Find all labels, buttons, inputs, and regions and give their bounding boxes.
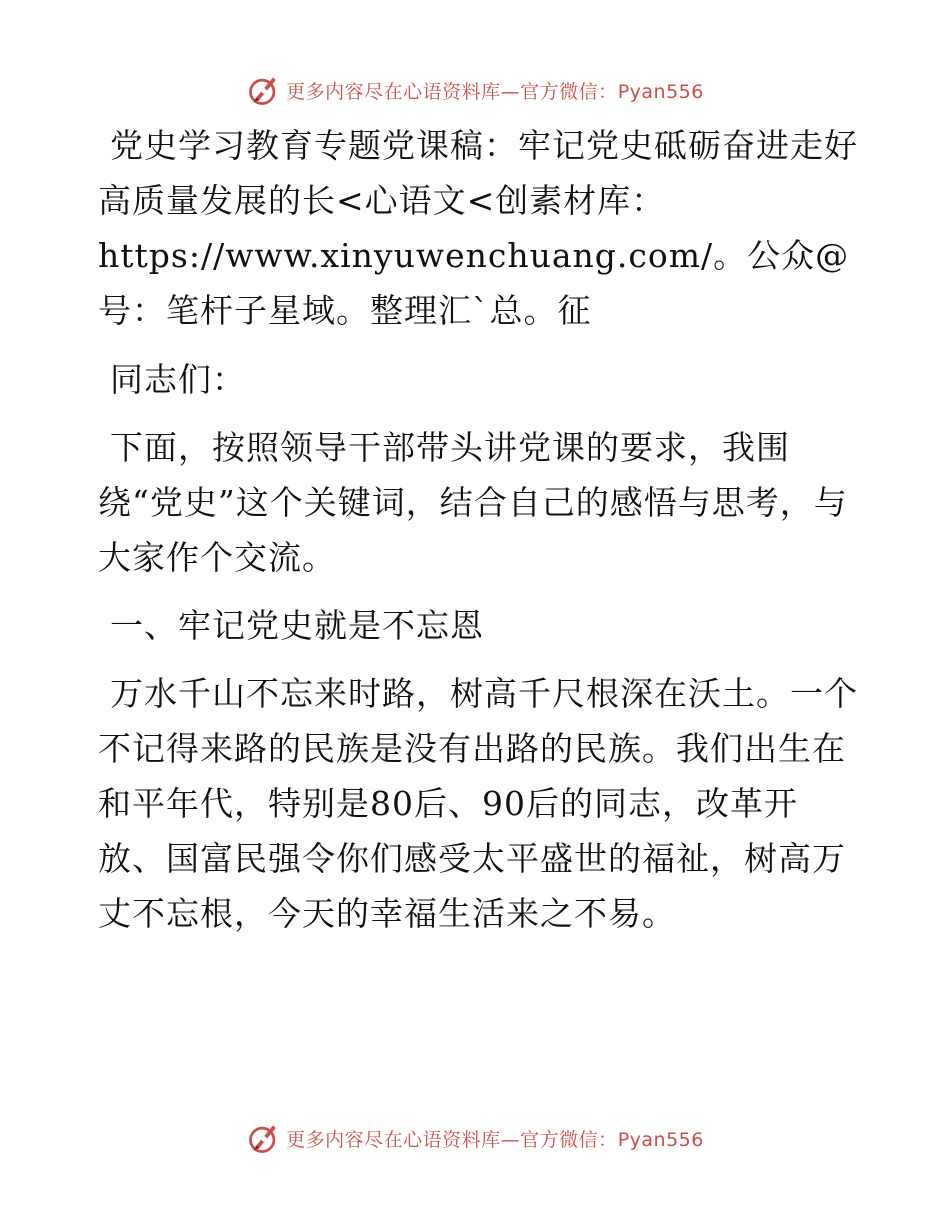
banner-wechat-label: 官方微信： bbox=[520, 80, 618, 103]
banner-text: 更多内容尽在心语资料库— bbox=[286, 80, 521, 103]
salutation: 同志们： bbox=[110, 360, 246, 399]
paragraph: 万水千山不忘来时路，树高千尺根深在沃土。一个不记得来路的民族是没有出路的民族。我们出生在和平年代，特别是80后、90后的同志，改革开放、国富民强令你们感受太平盛世的福祉，树高万丈不忘根，今天的幸福生活来之不易。 bbox=[98, 674, 858, 933]
quill-pen-logo-icon bbox=[246, 72, 282, 108]
section-heading: 一、牢记党史就是不忘恩 bbox=[110, 606, 484, 645]
document-body bbox=[98, 118, 858, 954]
banner-wechat-id: Pyan556 bbox=[617, 80, 704, 103]
banner-text: 更多内容尽在心语资料库— bbox=[286, 1128, 521, 1151]
header-watermark bbox=[0, 70, 950, 110]
banner-wechat-id: Pyan556 bbox=[617, 1128, 704, 1151]
banner-wechat-label: 官方微信： bbox=[520, 1128, 618, 1151]
quill-pen-logo-icon bbox=[246, 1120, 282, 1156]
paragraph: 下面，按照领导干部带头讲党课的要求，我围绕“党史”这个关键词，结合自己的感悟与思考，与大家作个交流。 bbox=[98, 428, 848, 577]
footer-watermark bbox=[0, 1118, 950, 1158]
document-title: 党史学习教育专题党课稿：牢记党史砥砺奋进走好高质量发展的长<心语文<创素材库：https://www.xinyuwenchuang.com/。公众@号：笔杆子星域。整理汇`总。征 bbox=[98, 126, 858, 330]
